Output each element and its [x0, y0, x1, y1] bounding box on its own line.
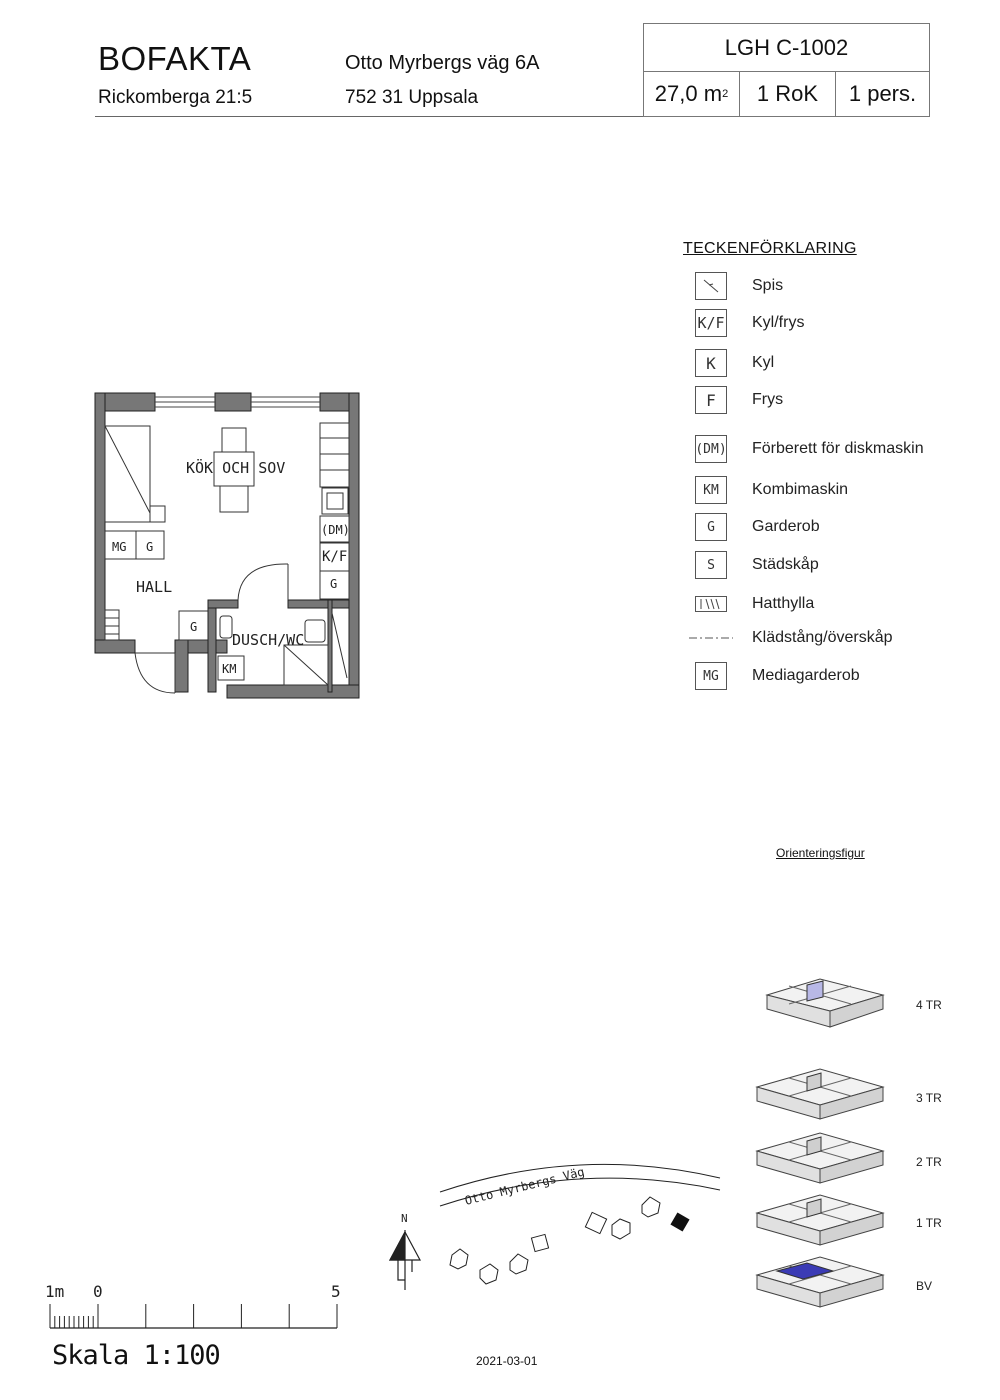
header-divider — [95, 116, 643, 117]
plan-symbol-g: G — [146, 540, 154, 554]
legend-label: Kyl — [752, 354, 775, 371]
street-address: Otto Myrbergs väg 6A — [345, 52, 540, 74]
floor-block — [757, 1133, 883, 1183]
legend-label: Kyl/frys — [752, 314, 805, 331]
north-arrow-icon — [390, 1230, 420, 1290]
scale-text: Skala 1:100 — [52, 1340, 220, 1371]
plan-symbol-dm: (DM) — [321, 523, 350, 537]
legend-label: Hatthylla — [752, 595, 815, 612]
legend-symbol: S — [695, 551, 727, 579]
floor-label: BV — [916, 1279, 933, 1293]
legend-symbol: K — [695, 349, 727, 377]
postal-address: 752 31 Uppsala — [345, 87, 479, 108]
floor-label: 1 TR — [916, 1216, 942, 1230]
legend-label: Kombimaskin — [752, 481, 849, 498]
legend-symbol: MG — [695, 662, 727, 690]
plan-symbol-g-kitchen: G — [330, 577, 338, 591]
room-label-hall: HALL — [136, 578, 173, 596]
floor-label: 2 TR — [916, 1155, 942, 1169]
floor-block — [767, 979, 883, 1027]
legend-symbol: (DM) — [695, 435, 727, 463]
plan-symbol-mg: MG — [112, 540, 127, 554]
legend-label: Spis — [752, 277, 784, 294]
apartment-area: 27,0 m 2 — [644, 71, 740, 116]
legend-symbol: K/F — [695, 309, 727, 337]
clothes-rail-icon — [689, 624, 733, 652]
scale-label-0: 0 — [93, 1282, 103, 1301]
room-label-bath: DUSCH/WC — [232, 631, 305, 649]
orientation-title: Orienteringsfigur — [776, 846, 865, 860]
site-map — [380, 1160, 730, 1310]
apartment-number: LGH C-1002 — [644, 24, 929, 72]
document-date: 2021-03-01 — [476, 1354, 538, 1368]
scale-label-1m: 1m — [45, 1282, 65, 1301]
plan-symbol-km: KM — [222, 662, 237, 676]
room-label-main: KÖK OCH SOV — [186, 459, 286, 477]
hat-shelf-icon — [695, 596, 727, 612]
floor-block — [757, 1195, 883, 1245]
legend-symbol: KM — [695, 476, 727, 504]
apartment-info-box — [643, 23, 930, 117]
orientation-figure — [745, 975, 895, 1325]
property-designation: Rickomberga 21:5 — [98, 87, 253, 108]
floor-block — [757, 1257, 883, 1307]
legend-title: TECKENFÖRKLARING — [683, 240, 857, 257]
scale-label-5: 5 — [331, 1282, 341, 1301]
floor-label: 3 TR — [916, 1091, 942, 1105]
floor-plan — [90, 388, 365, 706]
stove-icon — [695, 272, 727, 300]
legend-label: Förberett för diskmaskin — [752, 440, 924, 457]
scale-bar — [40, 1280, 350, 1340]
document-title: BOFAKTA — [98, 40, 252, 77]
street-name: Otto Myrbergs Väg — [463, 1164, 586, 1208]
legend-label: Städskåp — [752, 556, 819, 573]
legend-symbol: F — [695, 386, 727, 414]
legend-label: Klädstång/överskåp — [752, 629, 893, 646]
building-marker — [670, 1212, 689, 1231]
apartment-persons: 1 pers. — [848, 80, 917, 106]
floor-block — [757, 1069, 883, 1119]
floor-label: 4 TR — [916, 998, 942, 1012]
plan-symbol-kf: K/F — [322, 549, 348, 565]
north-label: N — [401, 1212, 408, 1225]
legend-label: Garderob — [752, 518, 820, 535]
plan-symbol-g-hall: G — [190, 620, 198, 634]
legend-label: Frys — [752, 391, 784, 408]
legend-label: Mediagarderob — [752, 667, 860, 684]
apartment-rooms: 1 RoK — [740, 71, 836, 116]
legend-symbol: G — [695, 513, 727, 541]
